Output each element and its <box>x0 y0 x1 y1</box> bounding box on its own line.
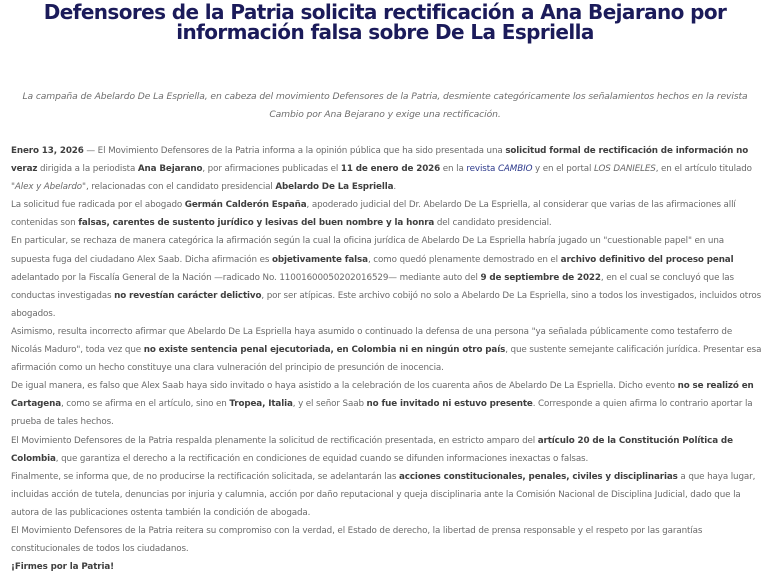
article-title-line-1: Defensores de la Patria solicita rectificación a Ana Bejarano por <box>43 0 727 24</box>
closing-slogan: ¡Firmes por la Patria! <box>11 562 115 573</box>
revista-cambio-link[interactable]: revista CAMBIO <box>466 164 533 175</box>
paragraph-8: El Movimiento Defensores de la Patria reitera su compromiso con la verdad, el Estado de derecho, la libertad de prensa responsable y el respeto por las garantías constitucionales de todos los ciudadanos. <box>11 525 703 555</box>
article-subtitle: La campaña de Abelardo De La Espriella, en cabeza del movimiento Defensores de la Patria, desmiente categóricamente los señalamientos hechos en la revista Cambio por Ana Bejarano y exige una rectificación. <box>22 91 748 120</box>
paragraph-6: El Movimiento Defensores de la Patria respalda plenamente la solicitud de rectificación presentada, en estricto amparo del artículo 20 de la Constitución Política de Colombia, que garantiza el derecho a la rectificación en condiciones de equidad cuando se difunden informaciones inexactas o falsas. <box>11 435 733 464</box>
paragraph-3: En particular, se rechaza de manera categórica la afirmación según la cual la oficina jurídica de Abelardo De La Espriella habría jugado un "cuestionable papel" en una supuesta fuga del ciudadano Alex Saab. Dicha afirmación es objetivamente falsa, como quedó plenamente demostrado en el archivo definitivo del proceso penal adelantado por la Fiscalía General de la Nación —radicado No. 110016000502020165​29— mediante auto del 9 de septiembre de 2022, en el cual se concluyó que las conductas investigadas no revestían carácter delictivo, por ser atípicas. Este archivo cobijó no solo a Abelardo De La Espriella, sino a todos los investigados, incluidos otros abogados. <box>11 236 762 319</box>
paragraph-4: Asimismo, resulta incorrecto afirmar que Abelardo De La Espriella haya asumido o continuado la defensa de una persona "ya señalada públicamente como testaferro de Nicolás Maduro", toda vez que no existe sentencia penal ejecutoriada, en Colombia ni en ningún otro país, que sustente semejante calificación jurídica. Presentar esa afirmación como un hecho constituye una clara vulneración del principio de presunción de inocencia. <box>11 326 762 374</box>
article-title <box>30 2 740 42</box>
article-title-line-2: información falsa sobre De La Espriella <box>176 20 594 44</box>
paragraph-7: Finalmente, se informa que, de no producirse la rectificación solicitada, se adelantarán las acciones constitucionales, penales, civiles y disciplinarias a que haya lugar, incluidas acción de tutela, denuncias por injuria y calumnia, acción por daño reputacional y queja disciplinaria ante la Comisión Nacional de Disciplina Judicial, dado que la autora de las publicaciones ostenta también la condición de abogada. <box>11 471 756 518</box>
article-date: Enero 13, 2026 <box>11 146 84 156</box>
article-body <box>11 142 763 576</box>
paragraph-5: De igual manera, es falso que Alex Saab haya sido invitado o haya asistido a la celebración de los cuarenta años de Abelardo De La Espriella. Dicho evento no se realizó en Cartagena, como se afirma en el artículo, sino en Tropea, Italia, y el señor Saab no fue invitado ni estuvo presente. Corresponde a quien afirma lo contrario aportar la prueba de tales hechos. <box>11 381 754 428</box>
paragraph-1: Enero 13, 2026 — El Movimiento Defensores de la Patria informa a la opinión pública que ha sido presentada una solicitud formal de rectificación de información no veraz dirigida a la periodista Ana Bejarano, por afirmaciones publicadas el 11 de enero de 2026 en la revista CAMBIO y en el portal LOS DANIELES, en el artículo titulado "Alex y Abelardo", relacionadas con el candidato presidencial Abelardo De La Espriella. <box>11 146 752 193</box>
paragraph-2: La solicitud fue radicada por el abogado Germán Calderón España, apoderado judicial del Dr. Abelardo De La Espriella, al considerar que varias de las afirmaciones allí contenidas son falsas, carentes de sustento jurídico y lesivas del buen nombre y la honra del candidato presidencial. <box>11 200 736 229</box>
